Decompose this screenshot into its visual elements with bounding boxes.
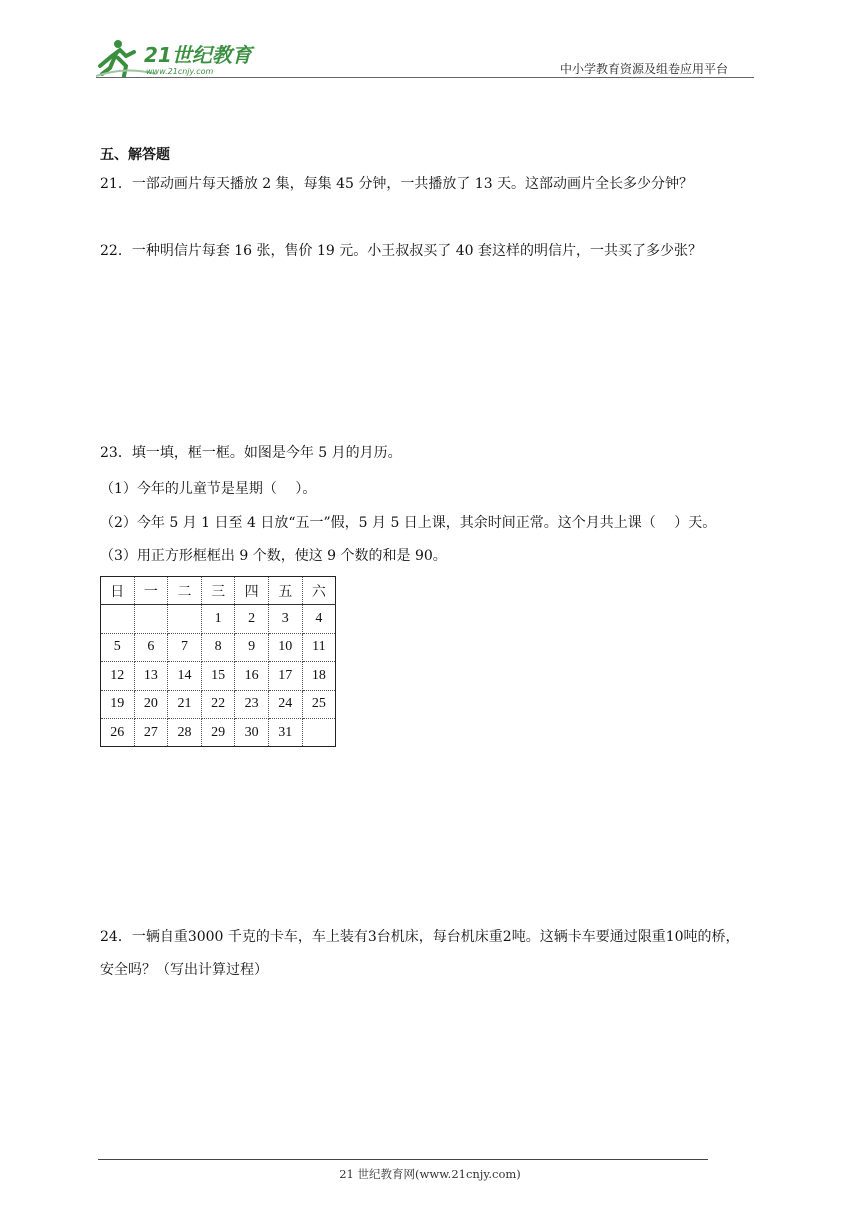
calendar-day <box>168 605 202 633</box>
calendar-day <box>134 605 168 633</box>
calendar-day: 14 <box>168 662 202 690</box>
calendar-day: 6 <box>134 633 168 661</box>
calendar-day: 31 <box>268 718 302 746</box>
calendar-day: 28 <box>168 718 202 746</box>
weekday-sat: 六 <box>302 577 336 605</box>
site-logo <box>96 36 266 80</box>
calendar-week-row <box>101 633 336 661</box>
calendar-weekday-row <box>101 577 336 605</box>
footer-divider <box>98 1159 708 1160</box>
question-23-part-1: （1）今年的儿童节是星期（ ）。 <box>100 481 317 497</box>
calendar-day: 4 <box>302 605 336 633</box>
calendar-day: 20 <box>134 690 168 718</box>
calendar-week-row <box>101 718 336 746</box>
question-23-part-3: （3）用正方形框框出 9 个数，使这 9 个数的和是 90。 <box>100 548 447 564</box>
site-name: 中小学教育资源及组卷应用平台 <box>560 62 729 76</box>
calendar-week-row <box>101 605 336 633</box>
calendar-day: 26 <box>101 718 135 746</box>
calendar-day: 29 <box>201 718 235 746</box>
calendar-day: 13 <box>134 662 168 690</box>
calendar-day: 27 <box>134 718 168 746</box>
footer-text: 21 世纪教育网(www.21cnjy.com) <box>339 1167 521 1181</box>
section-title: 五、解答题 <box>100 147 170 163</box>
question-24-line-2: 安全吗？（写出计算过程） <box>100 962 268 978</box>
calendar-day: 1 <box>201 605 235 633</box>
calendar-day: 30 <box>235 718 269 746</box>
calendar-day <box>101 605 135 633</box>
calendar-day: 17 <box>268 662 302 690</box>
weekday-sun: 日 <box>101 577 135 605</box>
calendar-week-row <box>101 662 336 690</box>
header-divider <box>96 77 754 78</box>
calendar-day: 2 <box>235 605 269 633</box>
calendar-day: 16 <box>235 662 269 690</box>
calendar-day: 10 <box>268 633 302 661</box>
question-22: 22．一种明信片每套 16 张，售价 19 元。小王叔叔买了 40 套这样的明信片，一共买了多少张？ <box>100 243 702 259</box>
calendar-day: 15 <box>201 662 235 690</box>
question-21: 21．一部动画片每天播放 2 集，每集 45 分钟，一共播放了 13 天。这部动画片全长多少分钟？ <box>100 176 694 192</box>
calendar-day: 5 <box>101 633 135 661</box>
calendar-day: 22 <box>201 690 235 718</box>
calendar-day: 8 <box>201 633 235 661</box>
calendar-day: 24 <box>268 690 302 718</box>
calendar-day: 7 <box>168 633 202 661</box>
question-23-part-2: （2）今年 5 月 1 日至 4 日放“五一”假，5 月 5 日上课，其余时间正常。这个月共上课（ ）天。 <box>100 515 717 531</box>
logo-url: www.21cnjy.com <box>146 67 214 76</box>
calendar-day: 23 <box>235 690 269 718</box>
weekday-thu: 四 <box>235 577 269 605</box>
may-calendar <box>100 576 336 747</box>
weekday-tue: 二 <box>168 577 202 605</box>
question-24-line-1: 24．一辆自重3000 千克的卡车，车上装有3台机床，每台机床重2吨。这辆卡车要通过限重10吨的桥， <box>100 929 740 945</box>
calendar-day: 12 <box>101 662 135 690</box>
logo-text: 21世纪教育 <box>144 43 252 67</box>
calendar-day: 19 <box>101 690 135 718</box>
question-23: 23．填一填，框一框。如图是今年 5 月的月历。 <box>100 445 402 461</box>
calendar-day: 25 <box>302 690 336 718</box>
calendar-day: 9 <box>235 633 269 661</box>
weekday-wed: 三 <box>201 577 235 605</box>
weekday-mon: 一 <box>134 577 168 605</box>
weekday-fri: 五 <box>268 577 302 605</box>
calendar-day <box>302 718 336 746</box>
calendar-week-row <box>101 690 336 718</box>
calendar-day: 18 <box>302 662 336 690</box>
calendar-day: 21 <box>168 690 202 718</box>
calendar-day: 3 <box>268 605 302 633</box>
calendar-day: 11 <box>302 633 336 661</box>
